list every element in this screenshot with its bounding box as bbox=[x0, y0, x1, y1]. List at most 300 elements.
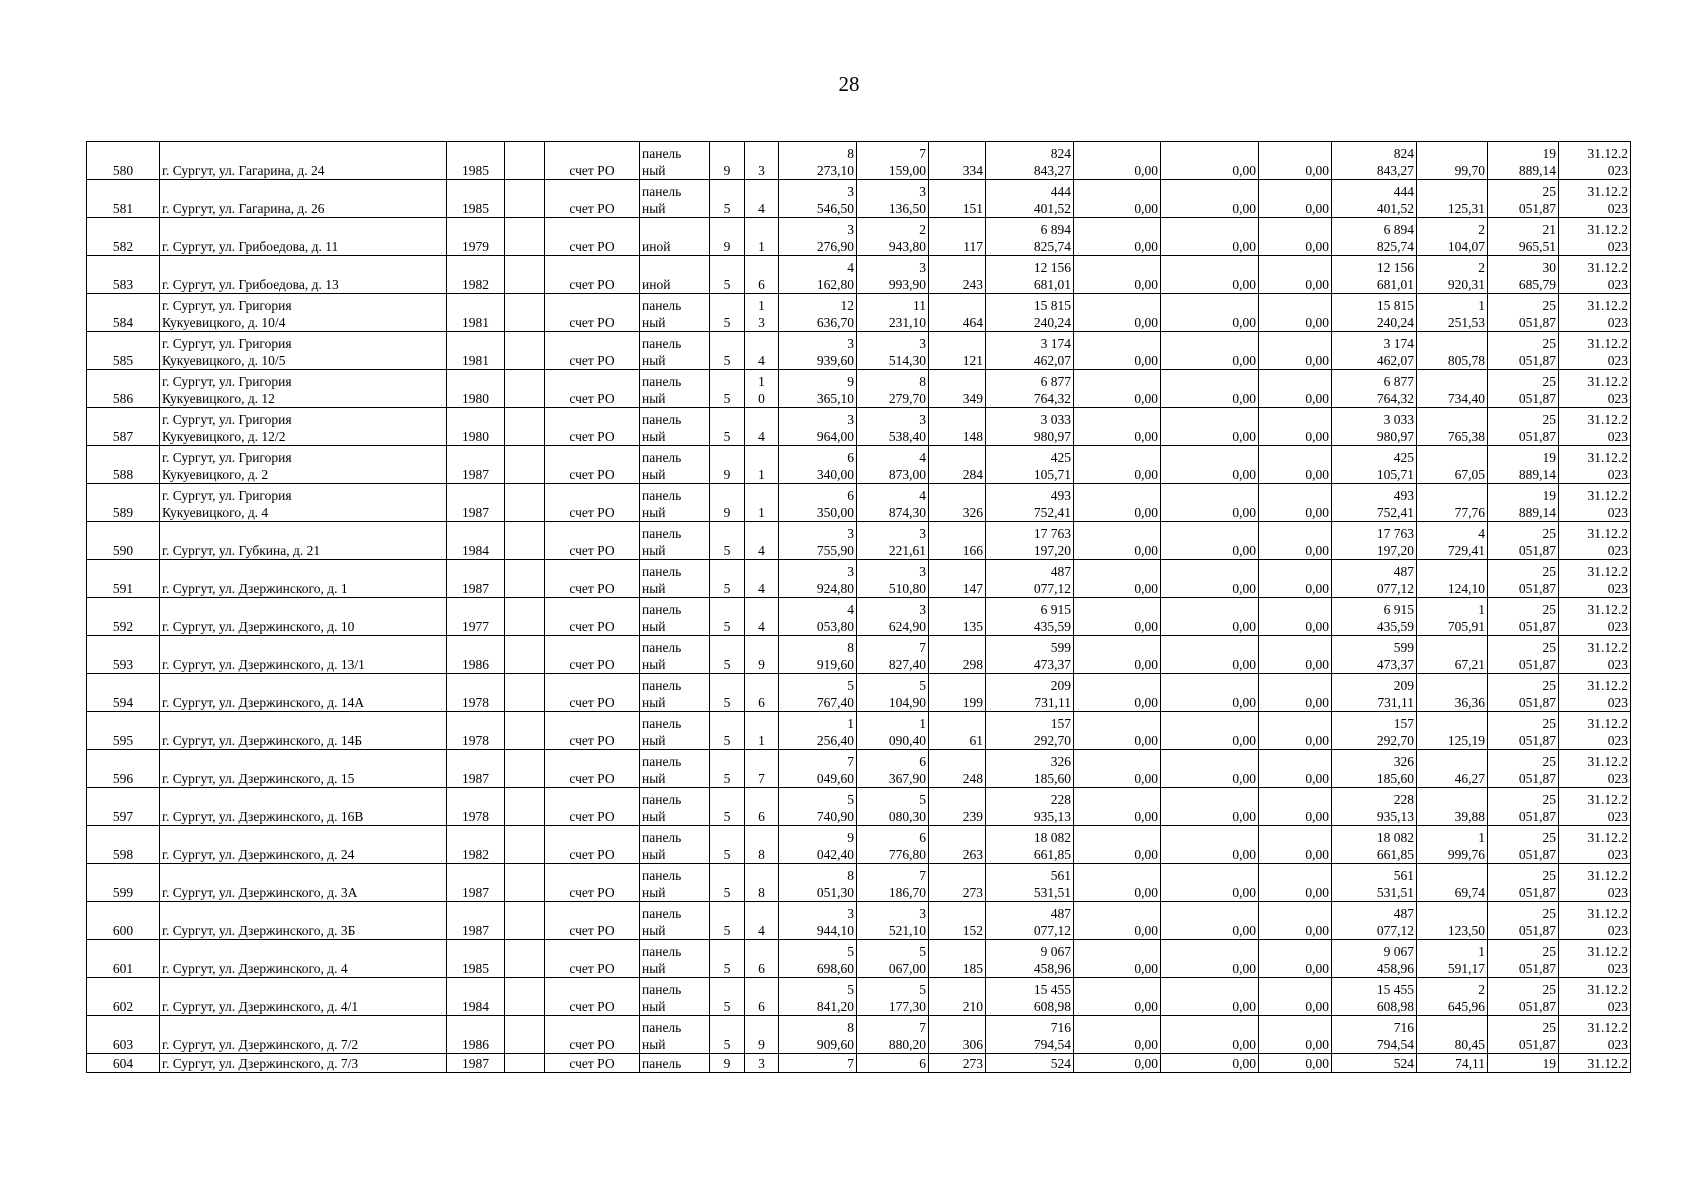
cell-line: 9 067 bbox=[1040, 944, 1071, 959]
cell-cost-local: 0,00 bbox=[1259, 484, 1332, 522]
cell-line: 889,14 bbox=[1518, 467, 1556, 482]
cell-line: панель bbox=[642, 1020, 682, 1035]
cell-account-type: счет РО bbox=[545, 294, 640, 332]
cell-total-area bbox=[779, 332, 857, 370]
cell-total-area bbox=[779, 636, 857, 674]
cell-line: ный bbox=[642, 733, 666, 748]
cell-line: 077,12 bbox=[1376, 923, 1414, 938]
cell-entrances bbox=[745, 750, 779, 788]
cell-line: 435,59 bbox=[1033, 619, 1071, 634]
cell-line: 8 bbox=[847, 146, 854, 161]
cell-line bbox=[747, 829, 776, 846]
cell-line: 279,70 bbox=[888, 391, 926, 406]
cell-line: ный bbox=[642, 429, 666, 444]
cell-unit-cost bbox=[1417, 560, 1488, 598]
cell-row-number: 598 bbox=[87, 826, 160, 864]
cell-cost-federal: 0,00 bbox=[1074, 446, 1161, 484]
cell-line: 444 bbox=[1050, 184, 1071, 199]
cell-line: 023 bbox=[1607, 315, 1628, 330]
cell-line: 46,27 bbox=[1454, 771, 1485, 786]
cell-line: 077,12 bbox=[1033, 923, 1071, 938]
cell-total-area bbox=[779, 180, 857, 218]
cell-line: г. Сургут, ул. Губкина, д. 21 bbox=[162, 543, 321, 558]
cell-unit-cost bbox=[1417, 522, 1488, 560]
cell-cost-regional: 0,00 bbox=[1161, 1016, 1259, 1054]
cell-residents: 199 bbox=[929, 674, 986, 712]
cell-line: 25 bbox=[1542, 944, 1556, 959]
cell-cost-owners: 524 bbox=[1332, 1054, 1417, 1073]
cell-line: 31.12.2 bbox=[1587, 868, 1628, 883]
cell-line: 36,36 bbox=[1454, 695, 1485, 710]
cell-address bbox=[160, 522, 447, 560]
cell-build-year: 1986 bbox=[447, 636, 505, 674]
cell-line: 740,90 bbox=[816, 809, 854, 824]
cell-account-type: счет РО bbox=[545, 636, 640, 674]
cell-cost-local: 0,00 bbox=[1259, 826, 1332, 864]
cell-unit-cost bbox=[1417, 940, 1488, 978]
cell-wall-material bbox=[640, 446, 710, 484]
cell-living-area bbox=[857, 1016, 929, 1054]
cell-total-cost bbox=[986, 408, 1074, 446]
cell-build-year: 1980 bbox=[447, 408, 505, 446]
cell-line: 326 bbox=[1393, 754, 1414, 769]
cell-line: ный bbox=[642, 657, 666, 672]
cell-total-area bbox=[779, 256, 857, 294]
cell-floors: 5 bbox=[710, 750, 745, 788]
cell-line: 12 156 bbox=[1033, 260, 1071, 275]
cell-floors: 5 bbox=[710, 598, 745, 636]
cell-account-type: счет РО bbox=[545, 1054, 640, 1073]
cell-line: 473,37 bbox=[1376, 657, 1414, 672]
cell-line: 843,27 bbox=[1033, 163, 1071, 178]
cell-residents: 148 bbox=[929, 408, 986, 446]
cell-line: панель bbox=[642, 564, 682, 579]
cell-address bbox=[160, 560, 447, 598]
cell-line: 25 bbox=[1542, 412, 1556, 427]
cell-line: 023 bbox=[1607, 505, 1628, 520]
cell-completion-date bbox=[1559, 978, 1631, 1016]
cell-cost-regional: 0,00 bbox=[1161, 142, 1259, 180]
cell-address: г. Сургут, ул. Дзержинского, д. 7/3 bbox=[160, 1054, 447, 1073]
cell-completion-date bbox=[1559, 1016, 1631, 1054]
cell-line: 080,30 bbox=[888, 809, 926, 824]
cell-entrances bbox=[745, 940, 779, 978]
cell-line: г. Сургут, ул. Грибоедова, д. 13 bbox=[162, 277, 339, 292]
cell-cost-regional: 0,00 bbox=[1161, 484, 1259, 522]
cell-max-unit-cost bbox=[1488, 864, 1559, 902]
cell-address bbox=[160, 826, 447, 864]
cell-line: 538,40 bbox=[888, 429, 926, 444]
cell-living-area bbox=[857, 408, 929, 446]
cell-address bbox=[160, 256, 447, 294]
cell-line: 7 bbox=[758, 771, 765, 786]
cell-line: 510,80 bbox=[888, 581, 926, 596]
cell-cost-owners bbox=[1332, 142, 1417, 180]
cell-total-area bbox=[779, 712, 857, 750]
cell-row-number: 595 bbox=[87, 712, 160, 750]
cell-build-year: 1987 bbox=[447, 902, 505, 940]
cell-line bbox=[747, 639, 776, 656]
cell-completion-date bbox=[1559, 750, 1631, 788]
cell-line bbox=[747, 601, 776, 618]
cell-line: 023 bbox=[1607, 353, 1628, 368]
cell-line: г. Сургут, ул. Григория bbox=[162, 336, 292, 351]
cell-cost-owners bbox=[1332, 674, 1417, 712]
cell-wall-material bbox=[640, 294, 710, 332]
cell-cost-owners bbox=[1332, 294, 1417, 332]
cell-line: 19 bbox=[1542, 146, 1556, 161]
cell-line: 3 bbox=[758, 163, 765, 178]
cell-line: 023 bbox=[1607, 657, 1628, 672]
cell-floors: 9 bbox=[710, 446, 745, 484]
cell-line: 185,60 bbox=[1376, 771, 1414, 786]
cell-account-type: счет РО bbox=[545, 484, 640, 522]
cell-line: 3 174 bbox=[1383, 336, 1414, 351]
cell-line: 401,52 bbox=[1376, 201, 1414, 216]
cell-line: 734,40 bbox=[1447, 391, 1485, 406]
cell-line: 15 815 bbox=[1033, 298, 1071, 313]
cell-cost-local: 0,00 bbox=[1259, 978, 1332, 1016]
cell-completion-date bbox=[1559, 370, 1631, 408]
table-row bbox=[87, 180, 1631, 218]
cell-row-number: 603 bbox=[87, 1016, 160, 1054]
cell-line: 228 bbox=[1050, 792, 1071, 807]
cell-entrances bbox=[745, 712, 779, 750]
cell-line: ный bbox=[642, 695, 666, 710]
cell-line: 31.12.2 bbox=[1587, 450, 1628, 465]
cell-wall-material bbox=[640, 864, 710, 902]
cell-line: 159,00 bbox=[888, 163, 926, 178]
cell-living-area bbox=[857, 636, 929, 674]
cell-line bbox=[162, 639, 444, 656]
cell-unit-cost bbox=[1417, 636, 1488, 674]
cell-line: 051,87 bbox=[1518, 315, 1556, 330]
cell-row-number: 602 bbox=[87, 978, 160, 1016]
cell-line: 31.12.2 bbox=[1587, 412, 1628, 427]
cell-floors: 5 bbox=[710, 370, 745, 408]
cell-row-number: 599 bbox=[87, 864, 160, 902]
cell-unit-cost bbox=[1417, 294, 1488, 332]
cell-line: 3 bbox=[847, 184, 854, 199]
cell-line: 5 bbox=[919, 678, 926, 693]
cell-line: 3 bbox=[919, 412, 926, 427]
cell-line: 051,87 bbox=[1518, 999, 1556, 1014]
cell-wall-material bbox=[640, 750, 710, 788]
cell-empty-col bbox=[505, 826, 545, 864]
cell-line bbox=[1419, 373, 1485, 390]
cell-line: 1 bbox=[1478, 602, 1485, 617]
cell-line bbox=[747, 411, 776, 428]
cell-line: 561 bbox=[1393, 868, 1414, 883]
cell-total-area bbox=[779, 142, 857, 180]
cell-empty-col bbox=[505, 902, 545, 940]
cell-address bbox=[160, 408, 447, 446]
cell-line: 3 bbox=[758, 315, 765, 330]
cell-entrances bbox=[745, 332, 779, 370]
cell-line: 051,87 bbox=[1518, 429, 1556, 444]
cell-row-number: 581 bbox=[87, 180, 160, 218]
cell-account-type: счет РО bbox=[545, 902, 640, 940]
cell-line: 425 bbox=[1393, 450, 1414, 465]
cell-living-area bbox=[857, 826, 929, 864]
cell-line: 104,07 bbox=[1447, 239, 1485, 254]
cell-cost-owners bbox=[1332, 636, 1417, 674]
cell-wall-material bbox=[640, 484, 710, 522]
cell-wall-material bbox=[640, 674, 710, 712]
cell-floors: 5 bbox=[710, 826, 745, 864]
cell-line: 023 bbox=[1607, 923, 1628, 938]
cell-line: панель bbox=[642, 450, 682, 465]
table-row bbox=[87, 598, 1631, 636]
cell-line: 4 bbox=[758, 353, 765, 368]
cell-line: 1 bbox=[1478, 944, 1485, 959]
cell-line bbox=[747, 867, 776, 884]
cell-line: панель bbox=[642, 526, 682, 541]
cell-line: 023 bbox=[1607, 277, 1628, 292]
cell-line: 824 bbox=[1050, 146, 1071, 161]
cell-empty-col bbox=[505, 712, 545, 750]
cell-line: 051,87 bbox=[1518, 847, 1556, 862]
cell-cost-federal: 0,00 bbox=[1074, 1054, 1161, 1073]
cell-line: 5 bbox=[847, 792, 854, 807]
cell-line: 051,87 bbox=[1518, 619, 1556, 634]
cell-cost-regional: 0,00 bbox=[1161, 446, 1259, 484]
cell-line: 462,07 bbox=[1376, 353, 1414, 368]
cell-max-unit-cost bbox=[1488, 446, 1559, 484]
cell-total-cost bbox=[986, 902, 1074, 940]
cell-line bbox=[747, 487, 776, 504]
cell-row-number: 587 bbox=[87, 408, 160, 446]
cell-address bbox=[160, 332, 447, 370]
cell-entrances bbox=[745, 484, 779, 522]
cell-total-cost bbox=[986, 370, 1074, 408]
cell-line: 25 bbox=[1542, 792, 1556, 807]
cell-residents: 151 bbox=[929, 180, 986, 218]
cell-line bbox=[162, 601, 444, 618]
cell-floors: 5 bbox=[710, 788, 745, 826]
cell-account-type: счет РО bbox=[545, 788, 640, 826]
cell-line: 794,54 bbox=[1033, 1037, 1071, 1052]
cell-empty-col bbox=[505, 256, 545, 294]
cell-build-year: 1986 bbox=[447, 1016, 505, 1054]
cell-line: панель bbox=[642, 678, 682, 693]
cell-line: 1 bbox=[758, 239, 765, 254]
cell-line: 051,87 bbox=[1518, 543, 1556, 558]
cell-cost-local: 0,00 bbox=[1259, 446, 1332, 484]
cell-line: 3 bbox=[847, 336, 854, 351]
cell-unit-cost bbox=[1417, 332, 1488, 370]
cell-wall-material bbox=[640, 218, 710, 256]
table-row bbox=[87, 484, 1631, 522]
cell-entrances bbox=[745, 256, 779, 294]
cell-line: 6 915 bbox=[1040, 602, 1071, 617]
cell-line: 240,24 bbox=[1033, 315, 1071, 330]
cell-line bbox=[162, 221, 444, 238]
cell-cost-local: 0,00 bbox=[1259, 940, 1332, 978]
cell-max-unit-cost bbox=[1488, 180, 1559, 218]
cell-line: 051,30 bbox=[816, 885, 854, 900]
cell-line: 487 bbox=[1050, 906, 1071, 921]
cell-line: панель bbox=[642, 640, 682, 655]
cell-wall-material bbox=[640, 788, 710, 826]
table-row bbox=[87, 408, 1631, 446]
cell-cost-local: 0,00 bbox=[1259, 1054, 1332, 1073]
cell-cost-federal: 0,00 bbox=[1074, 332, 1161, 370]
cell-total-cost bbox=[986, 940, 1074, 978]
cell-line: 256,40 bbox=[816, 733, 854, 748]
cell-line: Кукуевицкого, д. 12/2 bbox=[162, 429, 286, 444]
cell-line bbox=[747, 449, 776, 466]
cell-cost-local: 0,00 bbox=[1259, 408, 1332, 446]
cell-cost-owners bbox=[1332, 788, 1417, 826]
table-row bbox=[87, 750, 1631, 788]
cell-floors: 9 bbox=[710, 218, 745, 256]
cell-residents: 349 bbox=[929, 370, 986, 408]
cell-max-unit-cost bbox=[1488, 978, 1559, 1016]
cell-empty-col bbox=[505, 1016, 545, 1054]
page-number: 28 bbox=[838, 72, 860, 96]
cell-empty-col bbox=[505, 788, 545, 826]
cell-line: г. Сургут, ул. Дзержинского, д. 14Б bbox=[162, 733, 363, 748]
cell-total-area bbox=[779, 218, 857, 256]
cell-address bbox=[160, 636, 447, 674]
cell-unit-cost bbox=[1417, 598, 1488, 636]
cell-address bbox=[160, 180, 447, 218]
cell-line bbox=[747, 791, 776, 808]
cell-floors: 5 bbox=[710, 636, 745, 674]
cell-line bbox=[747, 335, 776, 352]
cell-floors: 5 bbox=[710, 522, 745, 560]
cell-line: 31.12.2 bbox=[1587, 982, 1628, 997]
cell-line: 276,90 bbox=[816, 239, 854, 254]
cell-line: 292,70 bbox=[1376, 733, 1414, 748]
cell-floors: 5 bbox=[710, 294, 745, 332]
cell-cost-owners bbox=[1332, 826, 1417, 864]
cell-line: 939,60 bbox=[816, 353, 854, 368]
cell-line: ный bbox=[642, 771, 666, 786]
cell-line: 825,74 bbox=[1033, 239, 1071, 254]
cell-residents: 326 bbox=[929, 484, 986, 522]
cell-total-cost bbox=[986, 484, 1074, 522]
cell-line: 17 763 bbox=[1033, 526, 1071, 541]
cell-cost-local: 0,00 bbox=[1259, 864, 1332, 902]
cell-cost-federal: 0,00 bbox=[1074, 370, 1161, 408]
cell-total-area bbox=[779, 788, 857, 826]
cell-line: 880,20 bbox=[888, 1037, 926, 1052]
cell-line bbox=[162, 563, 444, 580]
cell-line: 31.12.2 bbox=[1587, 602, 1628, 617]
cell-line: 9 bbox=[847, 830, 854, 845]
cell-line: 12 156 bbox=[1376, 260, 1414, 275]
cell-line: панель bbox=[642, 602, 682, 617]
cell-max-unit-cost bbox=[1488, 560, 1559, 598]
cell-line: г. Сургут, ул. Дзержинского, д. 4/1 bbox=[162, 999, 359, 1014]
cell-line: 1 bbox=[758, 374, 765, 389]
cell-line bbox=[162, 905, 444, 922]
cell-line: 4 bbox=[847, 260, 854, 275]
cell-line bbox=[1419, 335, 1485, 352]
cell-line: панель bbox=[642, 754, 682, 769]
cell-line: 051,87 bbox=[1518, 809, 1556, 824]
cell-line: ный bbox=[642, 581, 666, 596]
cell-line bbox=[642, 221, 707, 238]
cell-wall-material bbox=[640, 1016, 710, 1054]
cell-total-area bbox=[779, 978, 857, 1016]
cell-line bbox=[1419, 449, 1485, 466]
cell-row-number: 584 bbox=[87, 294, 160, 332]
table-body bbox=[87, 142, 1631, 1073]
cell-line: 462,07 bbox=[1033, 353, 1071, 368]
cell-wall-material bbox=[640, 940, 710, 978]
cell-empty-col bbox=[505, 142, 545, 180]
cell-line: 608,98 bbox=[1033, 999, 1071, 1014]
cell-line: панель bbox=[642, 716, 682, 731]
cell-line: 681,01 bbox=[1033, 277, 1071, 292]
cell-total-cost bbox=[986, 142, 1074, 180]
cell-line: 25 bbox=[1542, 602, 1556, 617]
cell-completion-date bbox=[1559, 864, 1631, 902]
cell-line: ный bbox=[642, 163, 666, 178]
cell-row-number: 592 bbox=[87, 598, 160, 636]
cell-line: 1 bbox=[919, 716, 926, 731]
cell-line: 3 bbox=[919, 260, 926, 275]
cell-line: 2 bbox=[1478, 982, 1485, 997]
cell-entrances bbox=[745, 598, 779, 636]
cell-line: 6 894 bbox=[1383, 222, 1414, 237]
cell-wall-material bbox=[640, 902, 710, 940]
cell-line: 4 bbox=[758, 429, 765, 444]
cell-line: г. Сургут, ул. Дзержинского, д. 14А bbox=[162, 695, 365, 710]
cell-residents: 239 bbox=[929, 788, 986, 826]
cell-line: панель bbox=[642, 792, 682, 807]
cell-total-cost bbox=[986, 446, 1074, 484]
cell-line: 19 bbox=[1542, 488, 1556, 503]
cell-wall-material bbox=[640, 370, 710, 408]
cell-line: 943,80 bbox=[888, 239, 926, 254]
cell-line: г. Сургут, ул. Дзержинского, д. 4 bbox=[162, 961, 348, 976]
cell-line: 3 bbox=[919, 564, 926, 579]
cell-max-unit-cost bbox=[1488, 522, 1559, 560]
cell-line: 125,19 bbox=[1447, 733, 1485, 748]
cell-line: 3 bbox=[847, 564, 854, 579]
cell-line: 31.12.2 bbox=[1587, 260, 1628, 275]
cell-cost-owners bbox=[1332, 408, 1417, 446]
cell-line: 21 bbox=[1542, 222, 1556, 237]
cell-line: 827,40 bbox=[888, 657, 926, 672]
cell-build-year: 1977 bbox=[447, 598, 505, 636]
cell-entrances bbox=[745, 978, 779, 1016]
cell-line: 023 bbox=[1607, 619, 1628, 634]
cell-max-unit-cost bbox=[1488, 408, 1559, 446]
cell-line: 31.12.2 bbox=[1587, 640, 1628, 655]
cell-line: г. Сургут, ул. Григория bbox=[162, 298, 292, 313]
cell-max-unit-cost bbox=[1488, 636, 1559, 674]
cell-line: 3 174 bbox=[1040, 336, 1071, 351]
cell-total-area bbox=[779, 370, 857, 408]
cell-line: ный bbox=[642, 201, 666, 216]
cell-line: 4 bbox=[758, 581, 765, 596]
cell-line: ный bbox=[642, 353, 666, 368]
cell-floors: 9 bbox=[710, 1054, 745, 1073]
cell-account-type: счет РО bbox=[545, 940, 640, 978]
cell-residents: 210 bbox=[929, 978, 986, 1016]
cell-cost-local: 0,00 bbox=[1259, 674, 1332, 712]
cell-wall-material: панель bbox=[640, 1054, 710, 1073]
cell-completion-date bbox=[1559, 712, 1631, 750]
cell-empty-col bbox=[505, 1054, 545, 1073]
cell-empty-col bbox=[505, 484, 545, 522]
cell-row-number: 591 bbox=[87, 560, 160, 598]
